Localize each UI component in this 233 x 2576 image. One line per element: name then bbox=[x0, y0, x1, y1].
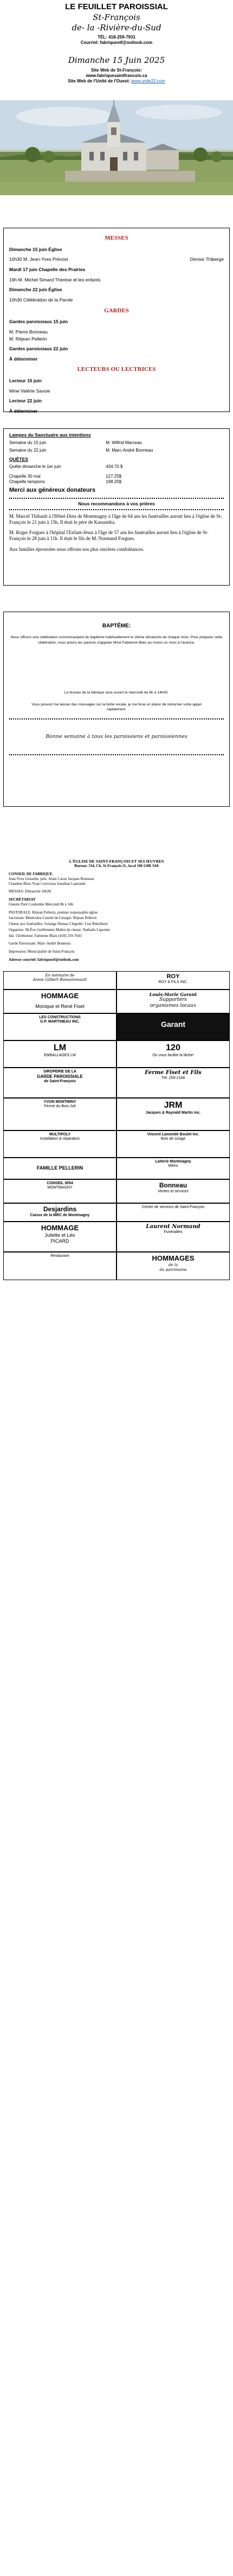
lamp-intention: M. Marc-André Bonneau bbox=[106, 447, 153, 453]
sponsor-line: Tél: 259-2188 bbox=[161, 1076, 185, 1080]
bulletin-date: Dimanche 15 Juin 2025 bbox=[68, 55, 165, 66]
dotted-divider bbox=[9, 509, 224, 510]
sponsor-title: Ferme Fiset et Fils bbox=[145, 1069, 202, 1076]
sponsor-line: Monique et René Fiset bbox=[35, 1003, 85, 1009]
sponsor-ad bbox=[116, 1203, 230, 1222]
impression-line: Impression: Municipalité de Saint-François bbox=[9, 949, 75, 954]
sponsor-ad bbox=[116, 1252, 230, 1280]
sponsor-title: SIROPERIE DE LA bbox=[43, 1069, 77, 1074]
pastoral-line: PASTORALE: Réjean Pellerin, premier responsable église bbox=[9, 910, 98, 915]
sponsor-line: G.P. MARTINEAU INC. bbox=[40, 1020, 80, 1024]
sponsor-title: ROY bbox=[166, 973, 180, 980]
sponsor-ad bbox=[3, 1158, 116, 1179]
sponsor-ad bbox=[116, 1158, 230, 1179]
mass-line: Dimanche 22 juin Église bbox=[9, 287, 62, 293]
quete-amount: 198.25$ bbox=[106, 479, 122, 485]
reader-line: À déterminer bbox=[9, 408, 38, 414]
church-address: Bureau: 534, Ch. St-François O., local 106 G0R 3A0 bbox=[74, 864, 159, 869]
lamp-intention: M. Wilfrid Marceau bbox=[106, 440, 142, 445]
sponsor-ad bbox=[3, 971, 116, 990]
sponsor-line: Juliette et Léo bbox=[44, 1232, 75, 1238]
quete-label: Quête dimanche le 1er juin bbox=[9, 464, 61, 470]
masses-section bbox=[3, 228, 230, 412]
church-info bbox=[3, 856, 230, 966]
sponsor-line: Métro bbox=[168, 1164, 178, 1168]
sponsor-ad bbox=[116, 1013, 230, 1040]
sponsor-ad bbox=[116, 1130, 230, 1158]
sponsor-title: LES CONSTRUCTIONS bbox=[39, 1015, 81, 1019]
sponsor-line: Restaurant bbox=[50, 1254, 69, 1258]
sponsor-title: JRM bbox=[164, 1100, 183, 1110]
mass-line-left: 10h30 M. Jean-Yves Prévost bbox=[9, 256, 68, 262]
sponsor-line: du patrimoine bbox=[159, 1267, 187, 1272]
sacristain-line: Sacristain: Bénévoles Comité de Liturgie: Réjean Pellerin bbox=[9, 916, 96, 921]
web-url-1[interactable]: www.fabriquesaintfrancois.ca bbox=[86, 73, 147, 78]
messes-line: MESSES: Dimanche 10h30 bbox=[9, 889, 51, 894]
bulletin-title: LE FEUILLET PAROISSIAL bbox=[65, 2, 168, 11]
sponsor-line: GARDE PAROISSIALE bbox=[37, 1074, 83, 1080]
sponsor-title: Garant bbox=[160, 1019, 186, 1029]
parish-name-line2: de- la -Rivière-du-Sud bbox=[72, 22, 161, 33]
quete-amount: 434.70 $ bbox=[106, 464, 123, 470]
mass-line-right: Denise Thiberge bbox=[190, 256, 224, 262]
guard-line: Garde Paroissiale: Marc-André Bonneau bbox=[9, 941, 71, 946]
mass-line bbox=[9, 256, 224, 262]
sponsor-line: de la bbox=[168, 1262, 178, 1267]
sponsor-line: Jacques & Raynald Martin inc. bbox=[145, 1110, 201, 1115]
sponsor-title: Bonneau bbox=[159, 1181, 187, 1189]
council-title: CONSEIL DE FABRIQUE bbox=[9, 872, 53, 876]
mass-line: 10h30 Célébration de la Parole bbox=[9, 297, 73, 303]
thanks-text: Merci aux généreux donateurs bbox=[9, 487, 95, 494]
sponsor-line: Centre de services de Saint-François bbox=[141, 1205, 205, 1209]
prayers-title: Nous recommandons à vos prières bbox=[78, 501, 155, 506]
mass-line: Mardi 17 juin Chapelle des Prairies bbox=[9, 267, 86, 272]
weekly-greeting: Bonne semaine à tous les paroissiens et paroissiennes bbox=[46, 734, 187, 740]
prayer-paragraph: Aux familles éprouvées nous offrons nos plus sincères condoléances. bbox=[9, 546, 145, 552]
sponsors-grid bbox=[3, 971, 230, 1280]
reader-line: Lecteur 15 juin bbox=[9, 378, 42, 384]
sponsor-ad bbox=[3, 1068, 116, 1098]
quete-amount: 127.25$ bbox=[106, 474, 122, 479]
sponsor-title: Desjardins bbox=[43, 1205, 77, 1213]
baptism-title: BAPTÊME: bbox=[102, 622, 131, 629]
guard-line: M. Réjean Pellerin bbox=[9, 336, 47, 342]
sponsor-ad bbox=[3, 1130, 116, 1158]
prayer-paragraph: M. Roger Forgues à l'hôpital l'Enfant-Jésus à l'âge de 57 ans les funérailles auront lieu à l'église de St-François le 28 juin à 11h. Il était le fils de M. Normand Forgues. bbox=[9, 530, 209, 542]
sponsor-line: En mémoire de bbox=[45, 973, 75, 978]
reader-line: Lecteur 22 juin bbox=[9, 398, 42, 404]
sponsor-line: Caisse de la MRC de Montmagny bbox=[30, 1213, 90, 1217]
sponsor-line: MONTMAGNY bbox=[47, 1186, 73, 1190]
baptism-text: Nous offrons une célébration communautaire du baptême habituellement le 2ième dimanche de chaque mois. Pour préparer cette célébration, nous prions les parents d'appeler Mme Fabienne Blais au moins un mois à l'avance. bbox=[10, 635, 223, 645]
sponsor-title: Laurent Normand bbox=[146, 1223, 200, 1230]
sponsor-line: Annie Gilbert Boissonneault bbox=[33, 978, 87, 982]
phone: TÉL: 418-259-7931 bbox=[98, 35, 135, 40]
council-line: Jean-Yves Gosselin, prés. Alain Caron Jacques Bonneau bbox=[9, 876, 94, 881]
sponsor-line: Installation & réparation bbox=[40, 1137, 80, 1141]
church-email: Adresse courriel: fabriquestf@outlook.com bbox=[9, 957, 79, 962]
sponsor-ad bbox=[116, 990, 230, 1013]
sponsor-title: YVON MONTMINY bbox=[43, 1100, 76, 1104]
bulletin-page bbox=[0, 0, 233, 1280]
initiation-line: Init. Chrétienne: Fabienne Blais (418) 259-7641 bbox=[9, 933, 82, 938]
guard-line: M. Pierre Bonneau bbox=[9, 329, 48, 335]
quete-label: Chapelle lampions bbox=[9, 479, 45, 485]
sponsor-line: Ferme du Bois-Joli bbox=[44, 1104, 76, 1109]
sponsor-title: MULTIPOLY bbox=[49, 1132, 71, 1136]
church-illustration bbox=[0, 100, 233, 195]
sponsor-line: EMBALLAGES LM bbox=[44, 1053, 76, 1057]
sponsor-title: LM bbox=[53, 1043, 67, 1052]
prayer-paragraph: M. Marcel Thibault à l'Hôtel-Dieu de Montmagny à l'âge de 64 ans les funérailles auront lieu à l'église de St-François le 21 juin à 15h. Il était le père de Kassandra. bbox=[9, 513, 222, 525]
lamps-section bbox=[3, 428, 230, 586]
lamp-week: Semaine du 22 juin bbox=[9, 447, 47, 453]
secretary-title: SECRÉTARIAT bbox=[9, 897, 36, 902]
choir-line: Chœur aux funérailles: Solange Dumas Chapelle: Lise Rémillard bbox=[9, 922, 108, 926]
sponsor-ad bbox=[116, 1068, 230, 1098]
secretary-line: Ginette Paré Coulombe Mercredi 8h à 14h bbox=[9, 902, 73, 907]
organist-line: Organiste: M-Ève Guillemette Maître de chœur: Nathalie Lapointe bbox=[9, 927, 111, 932]
sponsor-line: Bois de sciage bbox=[160, 1137, 186, 1141]
lamps-title: Lampes du Sanctuaire aux intentions bbox=[9, 432, 91, 438]
guard-line: Gardes paroissiaux 22 juin bbox=[9, 346, 68, 352]
sponsor-line: On vous facilite la tâche! bbox=[152, 1053, 194, 1057]
guard-line: À déterminer bbox=[9, 356, 38, 362]
email: Courriel: fabriquestf@outlook.com bbox=[80, 40, 153, 46]
parish-name-line1: St-François bbox=[93, 12, 140, 22]
sponsor-line: Supporters bbox=[159, 997, 187, 1003]
quete-row bbox=[9, 479, 224, 485]
sponsor-title: Vincent Lamonde Boulet Inc. bbox=[147, 1132, 199, 1136]
sponsor-ad bbox=[3, 1098, 116, 1130]
church-name: L'ÉGLISE DE SAINT-FRANÇOIS ET SES ŒUVRES bbox=[69, 858, 164, 864]
sponsor-ad bbox=[3, 1222, 116, 1252]
guards-title: GARDES bbox=[104, 307, 129, 314]
sponsor-title: 120 bbox=[166, 1043, 180, 1052]
sponsor-line: organismes locaux bbox=[150, 1003, 197, 1008]
quete-row bbox=[9, 474, 224, 479]
sponsor-ad bbox=[3, 1203, 116, 1222]
web-url-2[interactable]: www.unite22.com bbox=[131, 79, 165, 83]
sponsor-title: CONSEIL 3054 bbox=[47, 1181, 73, 1185]
mass-line: 19h M. Michel Simard Thérèse et les enfants bbox=[9, 277, 101, 282]
church-photo bbox=[0, 100, 233, 195]
sponsor-line: ROY & FILS INC. bbox=[158, 980, 188, 985]
mass-line: Dimanche 15 juin Église bbox=[9, 246, 62, 252]
sponsor-ad bbox=[116, 1098, 230, 1130]
sponsor-ad bbox=[3, 1252, 116, 1280]
sponsor-title: HOMMAGES bbox=[152, 1254, 195, 1262]
sponsor-ad bbox=[116, 1222, 230, 1252]
guard-line: Gardes paroissiaux 15 juin bbox=[9, 319, 68, 325]
sponsor-ad bbox=[116, 1040, 230, 1068]
sponsor-title: Laiterie Montmagny bbox=[155, 1159, 191, 1164]
web-line-2 bbox=[0, 79, 233, 84]
readers-title: LECTEURS OU LECTRICES bbox=[77, 366, 156, 373]
lamp-week: Semaine du 15 juin bbox=[9, 440, 47, 445]
sponsor-ad bbox=[3, 1040, 116, 1068]
dotted-divider bbox=[9, 498, 224, 499]
quetes-title: QUÊTES bbox=[9, 456, 28, 462]
sponsor-line: Funérailles bbox=[164, 1230, 183, 1234]
lamp-row bbox=[9, 440, 224, 446]
quete-row bbox=[9, 464, 224, 470]
sponsor-title: Louis-Marie Garant bbox=[149, 991, 197, 997]
sponsor-line: PICARD bbox=[50, 1238, 69, 1244]
dotted-divider bbox=[9, 754, 224, 755]
sponsor-ad bbox=[116, 971, 230, 990]
sponsor-title: HOMMAGE bbox=[41, 1223, 79, 1232]
sponsor-ad bbox=[116, 1179, 230, 1203]
council-line: Claudine Blais Yvan Corriveau Jonathan Lamonde bbox=[9, 881, 86, 886]
masses-title: MESSES bbox=[105, 235, 128, 241]
office-hours: Le bureau de la fabrique sera ouvert le mercredi de 8h à 14h00. bbox=[64, 690, 169, 695]
sponsor-ad bbox=[3, 1013, 116, 1040]
sponsor-line: de Saint-François bbox=[44, 1080, 76, 1084]
voicemail-note: Vous pouvez me laisser des messages sur la boîte vocale, je me ferai un plaisir de retourner votre appel rapidement. bbox=[31, 703, 202, 711]
sponsor-title: HOMMAGE bbox=[41, 991, 79, 1000]
baptism-section bbox=[3, 612, 230, 807]
sponsor-ad bbox=[3, 990, 116, 1013]
sponsor-title: FAMILLE PELLERIN bbox=[36, 1165, 83, 1171]
sponsor-line: Ventes et services bbox=[158, 1189, 189, 1193]
web-label-2: Site Web de l'Unité de l'Ouest: bbox=[68, 79, 130, 83]
web-label-1: Site Web de St-François: bbox=[90, 68, 143, 73]
lamp-row bbox=[9, 448, 224, 453]
sponsor-ad bbox=[3, 1179, 116, 1203]
quete-label: Chapelle 30 mai bbox=[9, 474, 41, 479]
reader-line: Mme Valérie Savoie bbox=[9, 388, 50, 394]
